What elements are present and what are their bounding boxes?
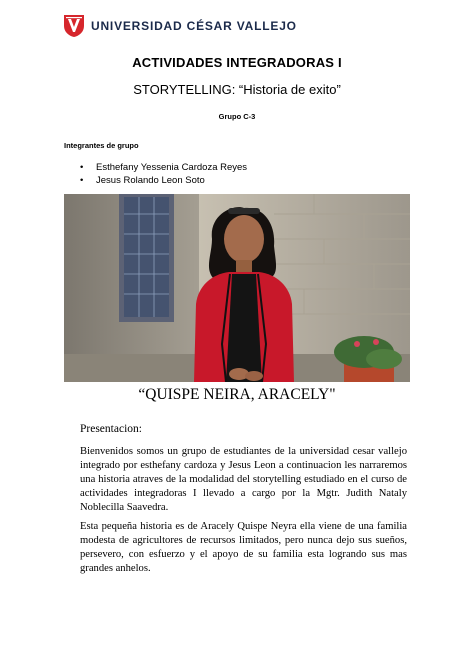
paragraph-intro: Bienvenidos somos un grupo de estudiantes de la universidad cesar vallejo integrado por esthefany cardoza y Jesus Leon a continuacion les narraremos una historia atraves de la modalidad del storytelling estudiado en el curso de actividades integradoras I llevado a cargo por la Mgtr. Judith Nataly Noblecilla Saavedra. — [80, 446, 407, 513]
list-item: • Jesus Rolando Leon Soto — [80, 174, 247, 187]
members-list — [80, 161, 247, 187]
group-label: Grupo C-3 — [218, 112, 256, 121]
university-name: UNIVERSIDAD CÉSAR VALLEJO — [91, 19, 297, 33]
document-subtitle: STORYTELLING: “Historia de exito” — [133, 82, 341, 97]
document-title: ACTIVIDADES INTEGRADORAS I — [132, 55, 342, 70]
university-header — [63, 14, 297, 38]
portrait-photo — [64, 194, 410, 382]
ucv-shield-logo-icon — [63, 14, 85, 38]
members-label: Integrantes de grupo — [64, 141, 139, 150]
section-label: Presentacion: — [80, 423, 142, 435]
photo-caption: “QUISPE NEIRA, ARACELY" — [138, 386, 336, 403]
paragraph-story: Esta pequeña historia es de Aracely Quispe Neyra ella viene de una familia modesta de agricultores de recursos limitados, pero nunca dejo sus sueños, persevero, con esfuerzo y el apoyo de su familia esta logrando sus mas grandes anhelos. — [80, 521, 407, 574]
list-item: • Esthefany Yessenia Cardoza Reyes — [80, 161, 247, 174]
portrait-photo-illustration — [64, 194, 410, 382]
